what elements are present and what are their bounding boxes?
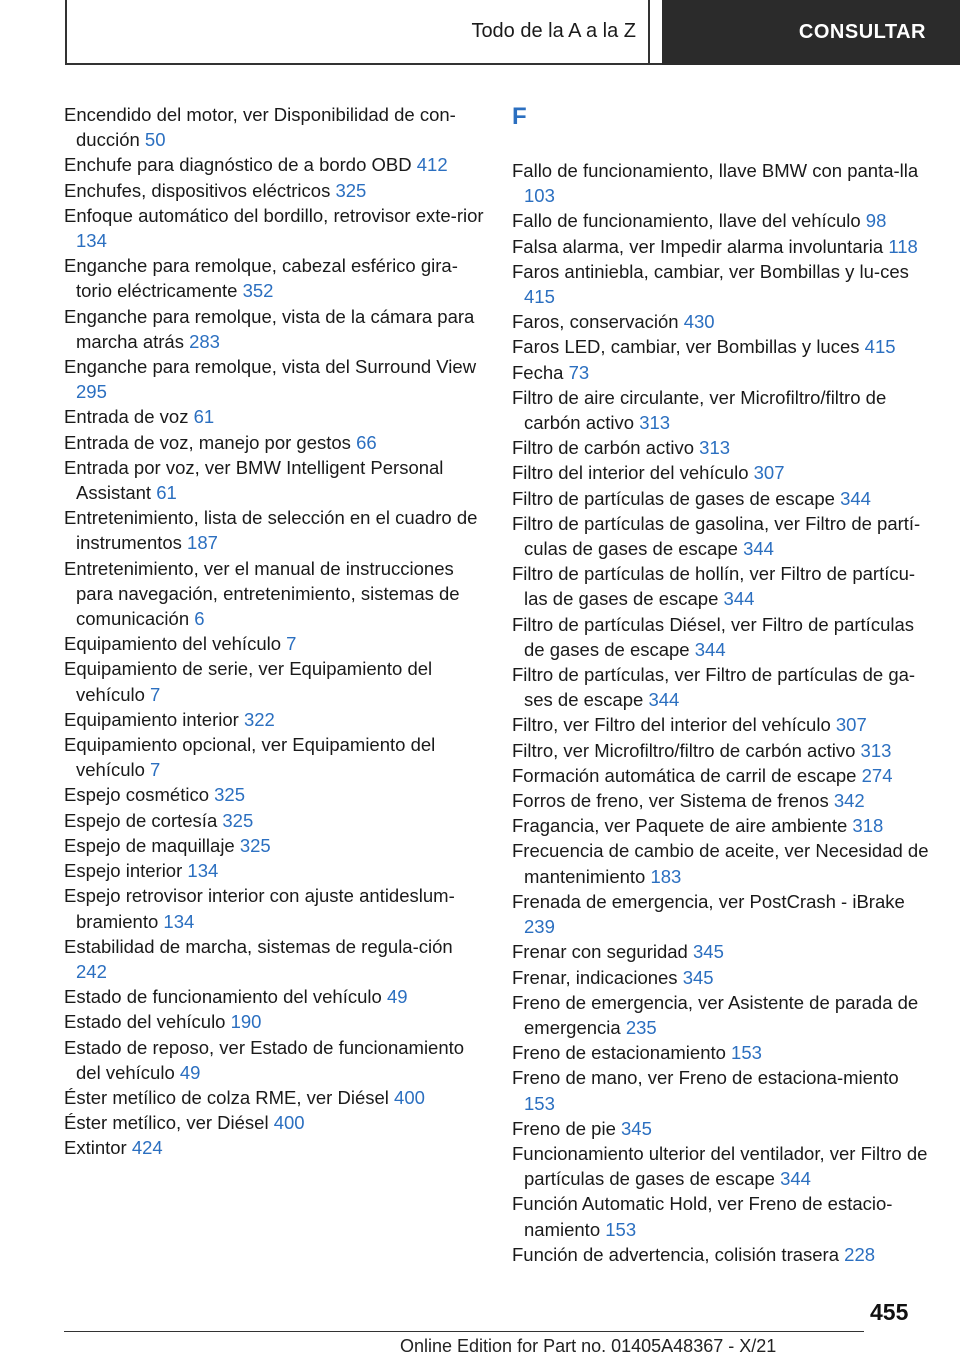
index-entry bbox=[64, 404, 484, 429]
index-page-link[interactable]: 325 bbox=[222, 809, 254, 831]
index-entry bbox=[64, 102, 484, 152]
index-entry bbox=[512, 234, 932, 259]
index-page-link[interactable]: 318 bbox=[852, 815, 884, 837]
index-entry-text: Filtro del interior del vehículo bbox=[512, 462, 749, 484]
index-entry bbox=[512, 360, 932, 385]
index-entry-text: Éster metílico de colza RME, ver Diésel bbox=[64, 1086, 389, 1108]
index-entry bbox=[64, 430, 484, 455]
index-page-link[interactable]: 344 bbox=[694, 638, 726, 660]
index-page-link[interactable]: 118 bbox=[888, 235, 918, 257]
index-entry-text: Frecuencia de cambio de aceite, ver Necesidad de mantenimiento bbox=[512, 840, 929, 887]
index-entry-text: Entrada de voz, manejo por gestos bbox=[64, 431, 351, 453]
index-page-link[interactable]: 313 bbox=[639, 412, 671, 434]
index-entry-text: Filtro, ver Microfiltro/filtro de carbón activo bbox=[512, 739, 856, 761]
index-entry bbox=[512, 1242, 932, 1267]
footer-edition: Online Edition for Part no. 01405A48367 - X/21 bbox=[400, 1336, 777, 1356]
index-entry bbox=[512, 712, 932, 737]
index-page-link[interactable]: 344 bbox=[840, 487, 871, 509]
index-entry bbox=[64, 1085, 484, 1110]
index-page-link[interactable]: 345 bbox=[682, 966, 714, 988]
index-page-link[interactable]: 415 bbox=[524, 286, 555, 308]
index-page-link[interactable]: 242 bbox=[76, 960, 107, 982]
index-entry bbox=[64, 833, 484, 858]
index-entry bbox=[512, 511, 932, 561]
index-entry-text: Filtro de partículas de hollín, ver Filtro de partícu‐las de gases de escape bbox=[512, 563, 916, 610]
index-entry-text: Faros antiniebla, cambiar, ver Bombillas y lu‐ces bbox=[512, 260, 909, 282]
index-entry-text: Faros, conservación bbox=[512, 311, 679, 333]
index-entry bbox=[512, 612, 932, 662]
index-entry bbox=[64, 707, 484, 732]
index-entry bbox=[512, 965, 932, 990]
index-page-link[interactable]: 345 bbox=[693, 941, 724, 963]
index-entry-text: Enchufes, dispositivos eléctricos bbox=[64, 179, 331, 201]
index-entry-text: Forros de freno, ver Sistema de frenos bbox=[512, 790, 829, 812]
index-entry bbox=[512, 1040, 932, 1065]
index-page-link[interactable]: 344 bbox=[780, 1168, 811, 1190]
index-page-link[interactable]: 412 bbox=[416, 154, 448, 176]
index-column-left bbox=[64, 102, 484, 1161]
index-entry bbox=[64, 556, 484, 632]
index-entry bbox=[512, 763, 932, 788]
index-entry bbox=[512, 1065, 932, 1115]
index-page-link[interactable]: 325 bbox=[214, 784, 245, 806]
index-page-link[interactable]: 344 bbox=[743, 538, 774, 560]
index-entry-text: Estado de reposo, ver Estado de funcionamiento del vehículo bbox=[64, 1036, 465, 1083]
index-entry-text: Equipamiento de serie, ver Equipamiento del vehículo bbox=[64, 658, 433, 705]
index-entry bbox=[512, 788, 932, 813]
footer-rule bbox=[64, 1331, 864, 1332]
index-entry-text: Función Automatic Hold, ver Freno de estacio‐namiento bbox=[512, 1193, 893, 1240]
index-page-link[interactable]: 400 bbox=[273, 1112, 305, 1134]
index-page-link[interactable]: 66 bbox=[356, 431, 377, 453]
index-entry-text: Freno de pie bbox=[512, 1117, 616, 1139]
index-entry-text: Fecha bbox=[512, 361, 564, 383]
section-letter-f: F bbox=[512, 103, 527, 130]
tab-index-label: Todo de la A a la Z bbox=[471, 20, 636, 42]
index-entry-text: Estado del vehículo bbox=[64, 1011, 226, 1033]
index-page-link[interactable]: 103 bbox=[524, 185, 555, 207]
index-entry bbox=[64, 631, 484, 656]
index-page-link[interactable]: 295 bbox=[76, 381, 107, 403]
index-column-right bbox=[512, 102, 932, 1267]
index-page-link[interactable]: 307 bbox=[835, 714, 867, 736]
index-page-link[interactable]: 313 bbox=[699, 437, 731, 459]
index-page-link[interactable]: 153 bbox=[605, 1218, 637, 1240]
index-entry-text: Enganche para remolque, vista del Surround View bbox=[64, 356, 477, 378]
index-entry bbox=[512, 939, 932, 964]
index-entry bbox=[64, 808, 484, 833]
index-entry-text: Fragancia, ver Paquete de aire ambiente bbox=[512, 815, 848, 837]
index-page-link[interactable]: 274 bbox=[861, 764, 893, 786]
index-entry-text: Equipamiento opcional, ver Equipamiento del vehículo bbox=[64, 734, 436, 781]
index-page-link[interactable]: 325 bbox=[239, 834, 271, 856]
index-page-link[interactable]: 6 bbox=[194, 608, 205, 630]
index-page-link[interactable]: 322 bbox=[243, 708, 275, 730]
index-entry-text: Formación automática de carril de escape bbox=[512, 764, 857, 786]
index-page-link[interactable]: 153 bbox=[524, 1092, 555, 1114]
index-entry-text: Equipamiento interior bbox=[64, 708, 239, 730]
index-entry bbox=[512, 1116, 932, 1141]
index-entry-text: Filtro de aire circulante, ver Microfiltro/filtro de carbón activo bbox=[512, 386, 887, 434]
index-entry-text: Espejo de cortesía bbox=[64, 809, 218, 831]
index-entry bbox=[64, 656, 484, 706]
index-entry-text: Equipamiento del vehículo bbox=[64, 633, 282, 655]
index-entry bbox=[512, 738, 932, 763]
index-entry-text: Encendido del motor, ver Disponibilidad de con‐ducción bbox=[64, 104, 456, 151]
index-entry-text: Falsa alarma, ver Impedir alarma involuntaria bbox=[512, 235, 884, 257]
index-entry-text: Éster metílico, ver Diésel bbox=[64, 1112, 269, 1134]
index-entry bbox=[64, 178, 484, 203]
index-entry bbox=[512, 813, 932, 838]
index-entry bbox=[512, 561, 932, 611]
index-entry bbox=[64, 253, 484, 303]
tab-separator bbox=[648, 0, 650, 64]
index-entry-text: Enchufe para diagnóstico de a bordo OBD bbox=[64, 154, 412, 176]
index-page-link[interactable]: 345 bbox=[621, 1117, 652, 1139]
index-entry-text: Fallo de funcionamiento, llave del vehículo bbox=[512, 210, 861, 232]
index-page-link[interactable]: 342 bbox=[833, 790, 865, 812]
index-entry-text: Freno de estacionamiento bbox=[512, 1042, 726, 1064]
index-entry-text: Entretenimiento, lista de selección en el cuadro de instrumentos bbox=[64, 507, 478, 554]
index-entry bbox=[512, 435, 932, 460]
index-page-link[interactable]: 49 bbox=[179, 1061, 201, 1083]
index-entry-text: Estado de funcionamiento del vehículo bbox=[64, 986, 382, 1008]
page-number: 455 bbox=[870, 1299, 909, 1325]
index-entry bbox=[512, 334, 932, 359]
index-page-link[interactable]: 49 bbox=[386, 986, 408, 1008]
index-entry bbox=[64, 152, 484, 177]
index-entry bbox=[64, 1135, 484, 1160]
index-page-link[interactable]: 183 bbox=[650, 865, 682, 887]
index-entry-text: Funcionamiento ulterior del ventilador, ver Filtro de partículas de gases de escape bbox=[512, 1142, 928, 1190]
index-entry bbox=[64, 934, 484, 984]
index-entry-text: Freno de emergencia, ver Asistente de parada de emergencia bbox=[512, 991, 919, 1038]
index-page-link[interactable]: 134 bbox=[187, 860, 219, 882]
index-entry bbox=[512, 990, 932, 1040]
index-entry-text: Filtro de partículas de gasolina, ver Filtro de partí‐culas de gases de escape bbox=[512, 512, 921, 560]
index-entry bbox=[512, 486, 932, 511]
index-entry-text: Extintor bbox=[64, 1137, 127, 1159]
index-entry bbox=[512, 662, 932, 712]
index-entry bbox=[512, 1141, 932, 1191]
index-entry-text: Frenada de emergencia, ver PostCrash - iBrake bbox=[512, 890, 905, 912]
index-entry bbox=[512, 259, 932, 309]
index-page-link[interactable]: 190 bbox=[230, 1011, 262, 1033]
index-entry bbox=[64, 304, 484, 354]
index-entry-text: Faros LED, cambiar, ver Bombillas y luces bbox=[512, 336, 860, 358]
index-entry-text: Frenar, indicaciones bbox=[512, 966, 678, 988]
index-entry bbox=[64, 858, 484, 883]
index-entry bbox=[512, 838, 932, 888]
index-page-link[interactable]: 344 bbox=[648, 689, 680, 711]
index-entry-text: Función de advertencia, colisión trasera bbox=[512, 1243, 840, 1265]
index-page-link[interactable]: 7 bbox=[286, 633, 297, 655]
index-entry bbox=[512, 889, 932, 939]
index-page-link[interactable]: 430 bbox=[683, 311, 715, 333]
index-entry-text: Freno de mano, ver Freno de estaciona‐miento bbox=[512, 1067, 899, 1089]
index-entry-text: Filtro de partículas de gases de escape bbox=[512, 487, 835, 509]
index-page-link[interactable]: 153 bbox=[731, 1042, 762, 1064]
index-entry bbox=[512, 309, 932, 334]
index-entry bbox=[64, 782, 484, 807]
index-entry bbox=[64, 505, 484, 555]
index-entry-text: Espejo interior bbox=[64, 860, 183, 882]
index-entry-text: Espejo cosmético bbox=[64, 784, 209, 806]
index-entry bbox=[64, 984, 484, 1009]
index-entry bbox=[512, 158, 932, 208]
tab-consult-label: CONSULTAR bbox=[798, 21, 926, 43]
index-page-link[interactable]: 352 bbox=[242, 280, 274, 302]
index-entry-text: Entrada por voz, ver BMW Intelligent Personal Assistant bbox=[64, 456, 444, 504]
index-page-link[interactable]: 134 bbox=[76, 230, 107, 252]
index-entry bbox=[512, 208, 932, 233]
index-page-link[interactable]: 61 bbox=[193, 406, 215, 428]
index-page-link[interactable]: 98 bbox=[865, 210, 887, 232]
index-page-link[interactable]: 134 bbox=[163, 910, 195, 932]
index-entry bbox=[512, 460, 932, 485]
index-entry bbox=[64, 354, 484, 404]
index-entry-text: Frenar con seguridad bbox=[512, 941, 688, 963]
index-entry-text: Filtro de carbón activo bbox=[512, 437, 695, 459]
index-entry-text: Filtro de partículas, ver Filtro de partículas de ga‐ses de escape bbox=[512, 664, 916, 711]
index-entry bbox=[64, 883, 484, 933]
index-page-link[interactable]: 228 bbox=[844, 1243, 876, 1265]
index-entry-text: Filtro, ver Filtro del interior del vehículo bbox=[512, 714, 831, 736]
index-entry bbox=[64, 203, 484, 253]
index-entry bbox=[64, 732, 484, 782]
index-entry bbox=[512, 385, 932, 435]
index-page-link[interactable]: 235 bbox=[625, 1016, 657, 1038]
index-entry bbox=[64, 1009, 484, 1034]
index-entry-text: Entrada de voz bbox=[64, 406, 189, 428]
index-page-link[interactable]: 344 bbox=[723, 588, 755, 610]
index-entry-text: Espejo de maquillaje bbox=[64, 834, 235, 856]
index-page-link[interactable]: 73 bbox=[568, 361, 590, 383]
index-page-link[interactable]: 325 bbox=[335, 179, 367, 201]
index-page-link[interactable]: 50 bbox=[144, 129, 166, 151]
index-page-link[interactable]: 187 bbox=[187, 532, 218, 554]
index-page-link[interactable]: 7 bbox=[150, 759, 161, 781]
index-entry bbox=[64, 1035, 484, 1085]
index-page-link[interactable]: 424 bbox=[131, 1137, 163, 1159]
index-entry-text: Espejo retrovisor interior con ajuste antideslum‐bramiento bbox=[64, 885, 455, 932]
index-entry-text: Estabilidad de marcha, sistemas de regula‐ción bbox=[64, 935, 453, 957]
index-page-link[interactable]: 400 bbox=[394, 1086, 425, 1108]
tab-index-a-z[interactable] bbox=[67, 0, 648, 63]
index-entry bbox=[512, 1191, 932, 1241]
index-entry bbox=[64, 1110, 484, 1135]
index-page-link[interactable]: 239 bbox=[524, 916, 555, 938]
index-page-link[interactable]: 283 bbox=[189, 330, 220, 352]
index-page-link[interactable]: 61 bbox=[156, 482, 177, 504]
index-page-link[interactable]: 7 bbox=[150, 683, 161, 705]
index-entry-text: Enganche para remolque, cabezal esférico gira‐torio eléctricamente bbox=[64, 255, 458, 302]
index-entry-text: Filtro de partículas Diésel, ver Filtro de partículas de gases de escape bbox=[512, 613, 915, 660]
index-entry-text: Enganche para remolque, vista de la cámara para marcha atrás bbox=[64, 305, 475, 352]
index-entry-text: Enfoque automático del bordillo, retrovisor exte‐rior bbox=[64, 204, 484, 226]
index-page-link[interactable]: 313 bbox=[860, 739, 892, 761]
index-entry-text: Fallo de funcionamiento, llave BMW con panta‐lla bbox=[512, 160, 919, 181]
index-page-link[interactable]: 415 bbox=[864, 336, 896, 358]
header-bottom-rule bbox=[65, 63, 662, 65]
index-entry bbox=[64, 455, 484, 505]
index-entry-text: Entretenimiento, ver el manual de instrucciones para navegación, entretenimiento, sistemas de comunicación bbox=[64, 557, 460, 630]
tab-consult[interactable] bbox=[662, 0, 960, 65]
index-page-link[interactable]: 307 bbox=[753, 462, 785, 484]
index-list-f bbox=[512, 158, 932, 1267]
